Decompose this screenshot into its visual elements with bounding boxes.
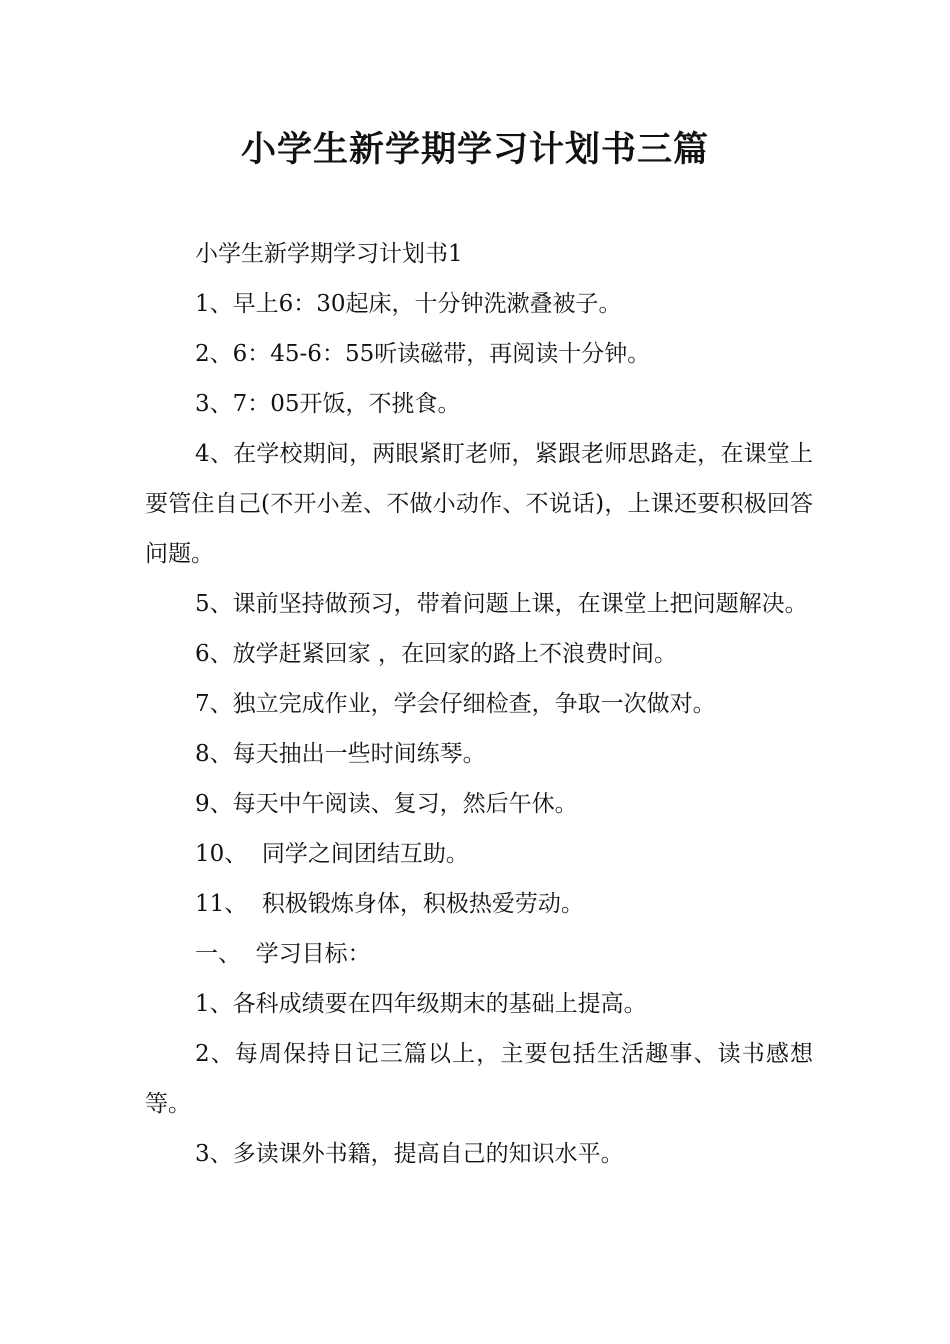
paragraph: 1、早上6：30起床，十分钟洗漱叠被子。 — [195, 291, 622, 317]
paragraph: 9、每天中午阅读、复习，然后午休。 — [195, 791, 578, 817]
document-body — [145, 229, 813, 1179]
section-heading: 小学生新学期学习计划书1 — [195, 241, 463, 267]
paragraph: 7、独立完成作业，学会仔细检查，争取一次做对。 — [195, 691, 716, 717]
paragraph: 11、 积极锻炼身体，积极热爱劳动。 — [195, 891, 584, 917]
section-heading: 一、 学习目标： — [195, 941, 371, 967]
paragraph: 5、课前坚持做预习，带着问题上课，在课堂上把问题解决。 — [195, 591, 808, 617]
paragraph: 3、7：05开饭，不挑食。 — [195, 391, 461, 417]
paragraph: 8、每天抽出一些时间练琴。 — [195, 741, 486, 767]
paragraph: 2、6：45-6：55听读磁带，再阅读十分钟。 — [195, 341, 651, 367]
paragraph: 2、每周保持日记三篇以上，主要包括生活趣事、读书感想等。 — [145, 1041, 813, 1117]
paragraph: 6、放学赶紧回家 ，在回家的路上不浪费时间。 — [195, 641, 677, 667]
paragraph: 4、在学校期间，两眼紧盯老师，紧跟老师思路走，在课堂上要管住自己(不开小差、不做小动作、不说话)，上课还要积极回答问题。 — [145, 441, 813, 567]
document-title: 小学生新学期学习计划书三篇 — [240, 130, 709, 170]
paragraph: 1、各科成绩要在四年级期末的基础上提高。 — [195, 991, 647, 1017]
paragraph: 10、 同学之间团结互助。 — [195, 841, 469, 867]
paragraph: 3、多读课外书籍，提高自己的知识水平。 — [195, 1141, 624, 1167]
